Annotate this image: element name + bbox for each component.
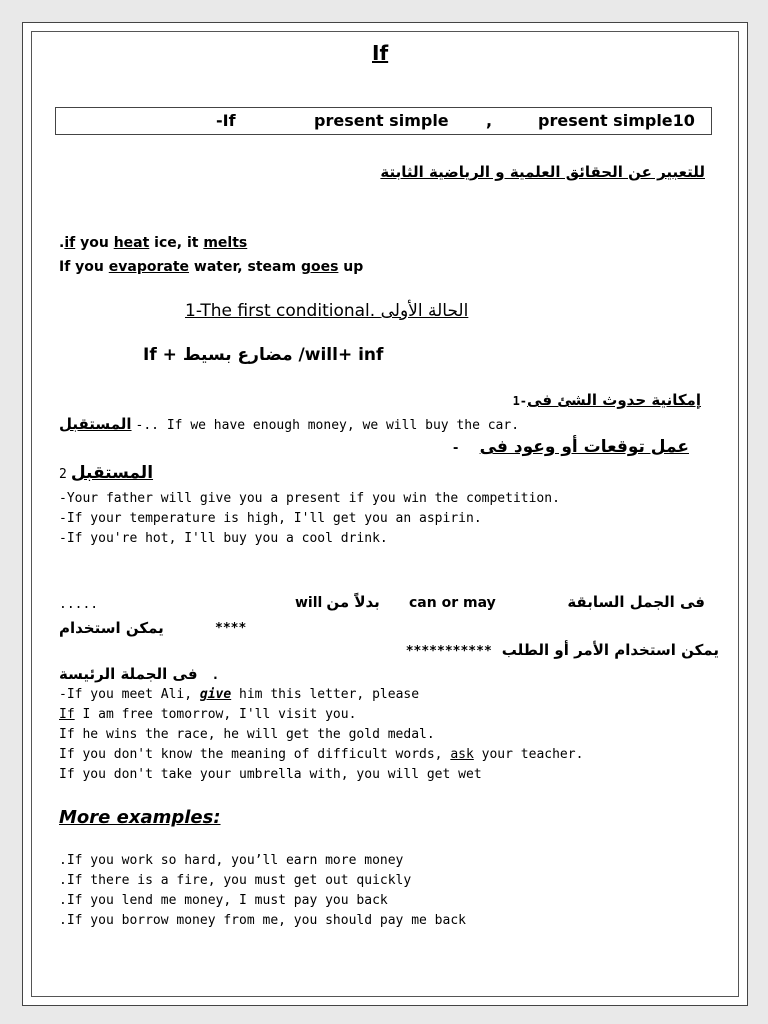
future-car-line: [59, 415, 519, 434]
ex2-part-c: up: [338, 259, 364, 275]
rule-comma: ,: [486, 111, 493, 130]
rule-present-simple-1: present simple: [314, 111, 449, 130]
imperative-example-4: [59, 747, 583, 762]
use-2-arabic: عمل توقعات أو وعود فى: [479, 437, 689, 457]
imperative-example-2: [59, 707, 356, 722]
zero-conditional-rule-box: [55, 107, 712, 135]
ex1-if: if: [64, 235, 76, 251]
ex2-part-a: If you: [59, 259, 109, 275]
example-line: -Your father will give you a present if you win the competition.: [59, 491, 560, 506]
first-conditional-heading: 1-The first conditional. الحالة الأولى: [185, 301, 469, 321]
stars-4: ****: [215, 621, 247, 636]
imp4-part-b: your teacher.: [473, 747, 584, 762]
future-word-2: المستقبل: [70, 463, 154, 483]
more-example-line: .If you work so hard, you’ll earn more money: [59, 853, 404, 868]
car-sentence: -.. If we have enough money, we will buy the car.: [135, 418, 520, 433]
badlan-min: بدلاً من: [326, 593, 380, 611]
more-example-line: .If you borrow money from me, you should pay me back: [59, 913, 466, 928]
imp2-if: If: [59, 707, 75, 722]
number-2: 2: [59, 467, 67, 482]
will-word: will: [295, 595, 323, 611]
future-word: المستقبل: [59, 415, 132, 433]
ex1-heat: heat: [113, 235, 150, 251]
imp1-give: give: [199, 687, 232, 702]
use-2-dash: -: [451, 441, 460, 456]
imp2-part-b: I am free tomorrow, I'll visit you.: [74, 707, 357, 722]
modals-arabic-previous: فى الجمل السابقة: [567, 593, 705, 611]
use-1-number: 1-: [512, 394, 528, 408]
ex2-evaporate: evaporate: [108, 259, 190, 275]
ex2-part-b: water, steam: [189, 259, 301, 275]
stars-11: ***********: [405, 644, 492, 659]
example-line: -If your temperature is high, I'll get you an aspirin.: [59, 511, 482, 526]
imperative-example-3: If he wins the race, he will get the gold medal.: [59, 727, 435, 742]
imperative-note-line: [406, 641, 719, 660]
main-clause-line: [59, 665, 219, 684]
more-example-line: .If you lend me money, I must pay you back: [59, 893, 388, 908]
yumkin-istikhdam: يمكن استخدام: [59, 619, 164, 637]
imperative-example-5: If you don't take your umbrella with, you will get wet: [59, 767, 482, 782]
future-2-line: [59, 463, 153, 483]
ex2-goes: goes: [300, 259, 339, 275]
zero-arabic-note: للتعبير عن الحقائق العلمية و الرياضية الثابتة: [380, 163, 705, 181]
more-examples-heading: More examples:: [59, 807, 221, 828]
rule-present-simple-2: present simple10: [538, 111, 695, 130]
page-title: If: [372, 41, 389, 65]
use-2-line: [452, 437, 689, 457]
rule-if: -If: [216, 111, 236, 130]
modals-dots: .....: [59, 597, 99, 612]
use-1-line: [513, 391, 701, 410]
imp4-part-a: If you don't know the meaning of difficult words,: [59, 747, 451, 762]
ex1-part-a: you: [75, 235, 114, 251]
zero-example-2: [59, 259, 363, 275]
main-clause-arabic: فى الجملة الرئيسة: [59, 665, 198, 683]
ex1-dot: .: [59, 235, 65, 251]
document-page: [22, 22, 748, 1006]
imp4-ask: ask: [450, 747, 474, 762]
imperative-example-1: [59, 687, 419, 702]
ex1-melts: melts: [203, 235, 248, 251]
imp1-part-b: him this letter, please: [231, 687, 420, 702]
more-example-line: .If there is a fire, you must get out quickly: [59, 873, 412, 888]
use-1-arabic: إمكانية حدوث الشئ فى: [527, 391, 701, 409]
imperative-arabic: يمكن استخدام الأمر أو الطلب: [501, 641, 719, 659]
main-clause-dot: .: [211, 668, 220, 683]
first-conditional-formula: If + مضارع بسيط /will+ inf: [143, 345, 384, 365]
zero-example-1: [59, 235, 247, 251]
ex1-part-b: ice, it: [149, 235, 204, 251]
imp1-part-a: -If you meet Ali,: [59, 687, 200, 702]
modals-line: [295, 593, 400, 612]
can-or-may: can or may: [409, 595, 496, 611]
example-line: -If you're hot, I'll buy you a cool drink.: [59, 531, 388, 546]
